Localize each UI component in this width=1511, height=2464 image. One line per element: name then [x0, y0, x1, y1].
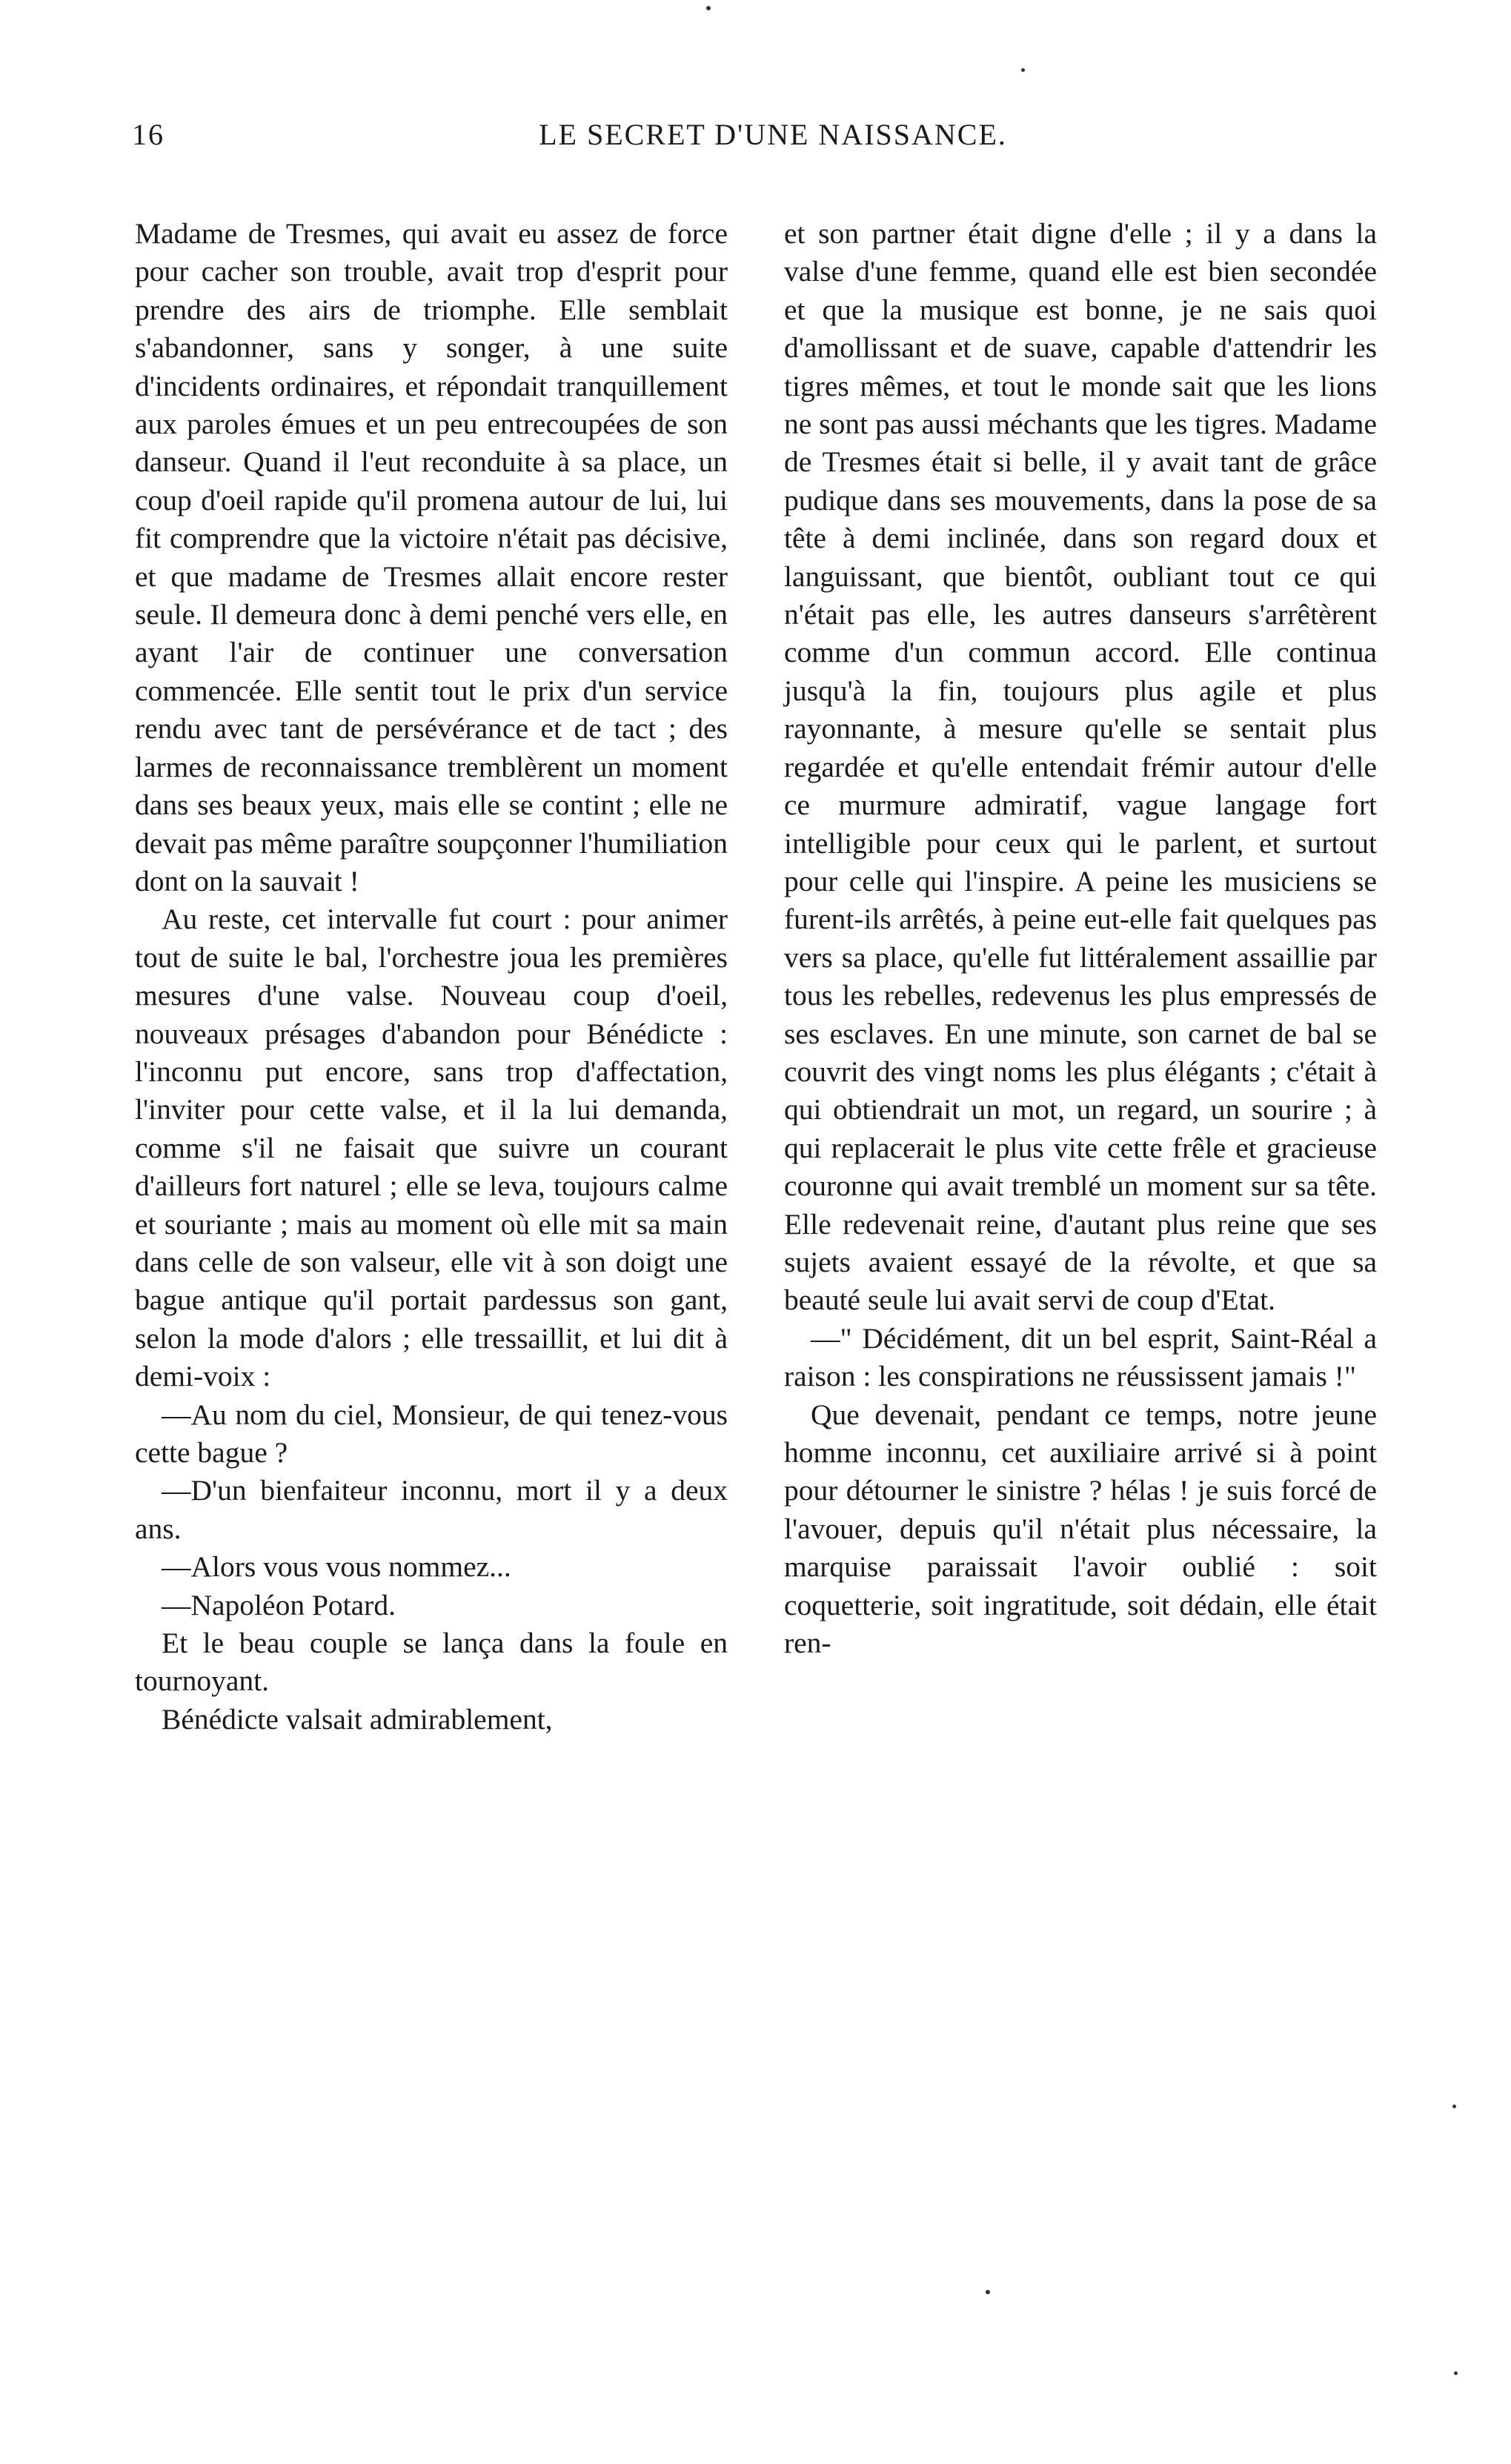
page-number: 16 [132, 118, 165, 151]
paragraph: Bénédicte valsait admirablement, [162, 1702, 553, 1736]
paragraph: —Au nom du ciel, Monsieur, de qui tenez-vous cette bague ? [135, 1398, 728, 1469]
paragraph: Et le beau couple se lança dans la foule en tournoyant. [135, 1627, 728, 1698]
paragraph: —D'un bienfaiteur inconnu, mort il y a deux ans. [135, 1474, 728, 1545]
print-speck [706, 6, 711, 10]
paragraph: —" Décidément, dit un bel esprit, Saint-Réal a raison : les conspirations ne réussissent jamais !" [784, 1321, 1377, 1393]
paragraph: Madame de Tresmes, qui avait eu assez de force pour cacher son trouble, avait trop d'esprit pour prendre des airs de triomphe. Elle semblait s'abandonner, sans y songer, à une suite d'incidents ordinaires, et répondait tranquillement aux paroles émues et un peu entrecoupées de son danseur. Quand il l'eut reconduite à sa place, un coup d'oeil rapide qu'il promena autour de lui, lui fit comprendre que la victoire n'était pas décisive, et que madame de Tresmes allait encore rester seule. Il demeura donc à demi penché vers elle, en ayant l'air de continuer une conversation commencée. Elle sentit tout le prix d'un service rendu avec tant de persévérance et de tact ; des larmes de reconnaissance tremblèrent un moment dans ses beaux yeux, mais elle se contint ; elle ne devait pas même paraître soupçonner l'humiliation dont on la sauvait ! [135, 217, 728, 897]
print-speck [1452, 2105, 1456, 2108]
paragraph: Que devenait, pendant ce temps, notre jeune homme inconnu, cet auxiliaire arrivé si à point pour détourner le sinistre ? hélas ! je suis forcé de l'avouer, depuis qu'il n'était plus nécessaire, la marquise paraissait l'avoir oublié : soit coquetterie, soit ingratitude, soit dédain, elle était ren- [784, 1398, 1377, 1660]
paragraph: —Alors vous vous nommez... [162, 1550, 511, 1584]
paragraph: Au reste, cet intervalle fut court : pour animer tout de suite le bal, l'orchestre joua les premières mesures d'une valse. Nouveau coup d'oeil, nouveaux présages d'abandon pour Bénédicte : l'inconnu put encore, sans trop d'affectation, l'inviter pour cette valse, et il la lui demanda, comme s'il ne faisait que suivre un courant d'ailleurs fort naturel ; elle se leva, toujours calme et souriante ; mais au moment où elle mit sa main dans celle de son valseur, elle vit à son doigt une bague antique qu'il portait pardessus son gant, selon la mode d'alors ; elle tressaillit, et lui dit à demi-voix : [135, 903, 728, 1393]
print-speck [986, 2290, 990, 2294]
left-column [135, 215, 728, 1739]
print-speck [1454, 2371, 1458, 2375]
right-column [784, 215, 1377, 1662]
running-title: LE SECRET D'UNE NAISSANCE. [539, 118, 1007, 151]
print-speck [1021, 68, 1025, 72]
paragraph: et son partner était digne d'elle ; il y a dans la valse d'une femme, quand elle est bien secondée et que la musique est bonne, je ne sais quoi d'amollissant et de suave, capable d'attendrir les tigres mêmes, et tout le monde sait que les lions ne sont pas aussi méchants que les tigres. Madame de Tresmes était si belle, il y avait tant de grâce pudique dans ses mouvements, dans la pose de sa tête à demi inclinée, dans son regard doux et languissant, que bientôt, oubliant tout ce qui n'était pas elle, les autres danseurs s'arrêtèrent comme d'un commun accord. Elle continua jusqu'à la fin, toujours plus agile et plus rayonnante, à mesure qu'elle se sentait plus regardée et qu'elle entendait frémir autour d'elle ce murmure admiratif, vague langage fort intelligible pour ceux qui le parlent, et surtout pour celle qui l'inspire. A peine les musiciens se furent-ils arrêtés, à peine eut-elle fait quelques pas vers sa place, qu'elle fut littéralement assaillie par tous les rebelles, redevenus les plus empressés de ses esclaves. En une minute, son carnet de bal se couvrit des vingt noms les plus élégants ; c'était à qui obtiendrait un mot, un regard, un sourire ; à qui replacerait le plus vite cette frêle et gracieuse couronne qui avait tremblé un moment sur sa tête. Elle redevenait reine, d'autant plus reine que ses sujets avaient essayé de la révolte, et que sa beauté seule lui avait servi de coup d'Etat. [784, 217, 1377, 1317]
paragraph: —Napoléon Potard. [162, 1588, 396, 1621]
page-header [132, 117, 1369, 162]
